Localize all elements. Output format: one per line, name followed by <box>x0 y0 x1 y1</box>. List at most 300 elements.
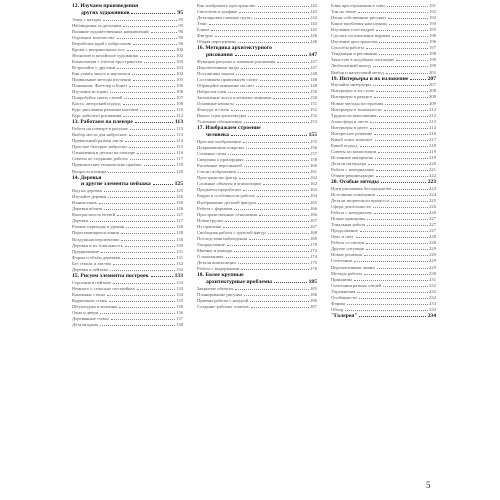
entry-title: Фигуры <box>197 33 213 39</box>
dot-leader <box>238 172 309 173</box>
entry-title: Основные нюансы <box>197 101 234 107</box>
entry-title: Форма и объём деревьев <box>72 254 120 260</box>
dot-leader <box>396 60 428 61</box>
entry-title: Сочетания <box>331 258 352 264</box>
entry-title: Новые решения <box>331 252 362 258</box>
entry-title: Перспективные линии <box>331 264 375 270</box>
entry-page-number: 115 <box>176 144 183 150</box>
entry-page-number: 167 <box>310 223 317 229</box>
dot-leader <box>123 26 177 27</box>
entry-page-number: 226 <box>429 204 436 210</box>
dot-leader <box>370 122 428 123</box>
dot-leader <box>236 104 310 105</box>
entry-title: Воздушная перспектива <box>72 236 120 242</box>
entry-page-number: 228 <box>429 240 436 246</box>
entry-page-number: 192 <box>429 9 436 15</box>
entry-title: Покрывающие покровы <box>197 145 244 151</box>
dot-leader <box>374 134 428 135</box>
section-title-line: 15. Рисуем элементы построек <box>72 272 149 279</box>
entry-page-number: 152 <box>310 113 317 119</box>
entry-title: Свободная работа с группой фигур <box>197 229 266 235</box>
entry-page-number: 176 <box>310 266 317 272</box>
entry-title: Работа со светом <box>331 240 365 246</box>
entry-title: Любопытный выход <box>331 63 371 69</box>
dot-leader <box>383 286 428 287</box>
section-heading[interactable] <box>331 179 436 186</box>
dot-leader <box>367 225 428 226</box>
entry-page-number: 165 <box>310 199 317 205</box>
toc-entry[interactable] <box>72 322 183 328</box>
entry-title: Наши собственные рисунки <box>331 15 386 21</box>
entry-title: Как изображать пространство <box>197 3 256 8</box>
entry-page-number: 168 <box>310 229 317 235</box>
entry-title: Закрытые объекты <box>197 285 234 291</box>
dot-leader <box>238 263 309 264</box>
entry-title: Деревья и их тональность <box>72 242 123 248</box>
entry-page-number: 229 <box>429 252 436 258</box>
dot-leader <box>248 116 309 117</box>
entry-title: Курс рабочего рисования <box>72 113 122 119</box>
entry-title: Другие ситуации <box>331 246 365 252</box>
dot-leader <box>100 325 175 326</box>
entry-page-number: 126 <box>176 194 183 200</box>
dot-leader <box>129 86 175 87</box>
section-page-number: 95 <box>177 9 183 16</box>
section-page-number: 185 <box>308 278 317 285</box>
section-page-number: 234 <box>427 312 436 319</box>
entry-page-number: 113 <box>176 126 183 132</box>
entry-page-number: 95 <box>178 16 183 22</box>
entry-page-number: 113 <box>176 132 183 138</box>
entry-title: Детали творческого процесса <box>331 198 389 203</box>
entry-page-number: 217 <box>429 136 436 142</box>
entry-page-number: 133 <box>176 285 183 291</box>
entry-page-number: 174 <box>310 253 317 259</box>
dot-leader <box>151 276 173 277</box>
entry-title: Зачастую в подобных ситуациях <box>331 57 395 63</box>
section-heading[interactable] <box>197 272 317 286</box>
entry-title: Новые методы построения <box>331 100 384 106</box>
dot-leader <box>223 227 309 228</box>
toc-section <box>331 313 436 320</box>
entry-page-number: 198 <box>429 51 436 57</box>
dot-leader <box>211 30 309 31</box>
entry-title: Наблюдения за деталями <box>72 22 121 28</box>
entry-page-number: 106 <box>176 89 183 95</box>
entry-title: Сведения о пропорциях <box>197 157 244 163</box>
entry-title: Упражнения <box>331 288 356 294</box>
dot-leader <box>133 80 175 81</box>
section-heading[interactable] <box>72 273 183 280</box>
entry-page-number: 133 <box>176 279 183 285</box>
section-title-line: рисования <box>206 52 233 59</box>
entry-title: Разные переходы и уровни <box>72 224 125 230</box>
entry-title: Какие проблемы нам нужны <box>331 21 387 27</box>
dot-leader <box>226 257 310 258</box>
entry-title: Приемы работы с натурой <box>197 297 249 303</box>
dot-leader <box>227 245 309 246</box>
section-title-line: других художников <box>81 9 130 16</box>
entry-title: Какой эскиз поможет <box>331 136 373 142</box>
entry-title: Влияние художественных направлений <box>72 28 149 34</box>
toc-section <box>72 273 183 328</box>
entry-title: Обзор <box>331 306 344 312</box>
entry-page-number: 186 <box>310 291 317 297</box>
dot-leader <box>378 152 428 153</box>
dot-leader <box>126 227 175 228</box>
entry-title: Продолжение <box>331 228 358 234</box>
dot-leader <box>381 182 426 183</box>
dot-leader <box>379 116 429 117</box>
entry-page-number: 127 <box>176 212 183 218</box>
entry-page-number: 147 <box>310 58 317 64</box>
entry-page-number: 234 <box>429 306 436 312</box>
entry-title: Интерьеры и их стиль <box>331 88 375 94</box>
toc-section <box>197 125 317 272</box>
entry-title: Как узнать много и научиться <box>72 71 131 77</box>
entry-title: Работа с выдержками <box>197 266 240 272</box>
dot-leader <box>125 141 175 142</box>
dot-leader <box>260 80 309 81</box>
entry-title: Изучение стоп-кадров <box>331 27 375 33</box>
section-heading[interactable] <box>72 119 183 126</box>
dot-leader <box>244 122 309 123</box>
entry-title: Тональная работа <box>331 222 366 228</box>
entry-title: Тенденции в рисовании <box>331 51 378 57</box>
entry-page-number: 170 <box>310 241 317 247</box>
entry-title: Кирпичные стены <box>72 297 108 303</box>
dot-leader <box>366 48 428 49</box>
entry-page-number: 128 <box>176 224 183 230</box>
toc-section <box>197 3 317 45</box>
entry-title: Новая группа <box>197 217 224 223</box>
entry-title: Композиции с учётом пространства <box>72 58 142 64</box>
dot-leader <box>135 122 173 123</box>
entry-title: Советы по созданию работы <box>72 156 128 162</box>
dot-leader <box>370 128 428 129</box>
entry-page-number: 96 <box>178 28 183 34</box>
entry-page-number: 214 <box>429 124 436 130</box>
toc-section <box>72 119 183 174</box>
entry-title: Стили отображения <box>197 169 236 175</box>
entry-page-number: 130 <box>176 236 183 242</box>
entry-title: Продвижение <box>72 248 99 254</box>
toc-entry[interactable] <box>197 304 317 310</box>
dot-leader <box>376 91 428 92</box>
entry-page-number: 216 <box>429 130 436 136</box>
entry-page-number: 209 <box>429 100 436 106</box>
entry-page-number: 232 <box>429 294 436 300</box>
dot-leader <box>374 97 428 98</box>
section-heading[interactable] <box>331 76 436 83</box>
entry-title: Блики <box>197 27 210 33</box>
dot-leader <box>110 270 175 271</box>
dot-leader <box>277 62 309 63</box>
section-heading[interactable] <box>197 45 317 59</box>
entry-page-number: 232 <box>429 282 436 288</box>
entry-title: Функции рисунка и значение рисования <box>197 58 276 64</box>
section-heading[interactable] <box>197 125 317 139</box>
entry-title: Трудности выполнения <box>331 112 377 118</box>
entry-page-number: 207 <box>429 82 436 88</box>
entry-title: Простые быстрые наброски <box>72 144 127 150</box>
entry-page-number: 112 <box>176 113 183 119</box>
section-page-number: 133 <box>174 272 183 279</box>
entry-title: Кадры и особенности работы <box>197 193 255 199</box>
entry-title: Каменные стены <box>72 291 105 297</box>
section-page-number: 223 <box>427 179 436 186</box>
entry-title: Кроки с неправильных поз <box>72 46 125 52</box>
entry-page-number: 166 <box>310 211 317 217</box>
entry-page-number: 135 <box>176 297 183 303</box>
entry-title: Способы работы <box>331 45 364 51</box>
entry-title: Работа с материалами <box>331 167 374 173</box>
entry-page-number: 102 <box>176 52 183 58</box>
dot-leader <box>225 221 309 222</box>
entry-title: Атмосфера в листе <box>331 118 369 124</box>
entry-page-number: 137 <box>176 315 183 321</box>
toc-column-1 <box>72 3 183 328</box>
entry-title: Строения в пейзаже <box>72 279 112 285</box>
dot-leader <box>104 209 175 210</box>
entry-title: Огромное количество <box>72 34 115 40</box>
entry-title: Фактура и стиль <box>197 107 230 113</box>
page-number: 5 <box>426 480 431 490</box>
entry-page-number: 162 <box>310 181 317 187</box>
entry-title: Упорядочение <box>197 241 225 247</box>
entry-page-number: 146 <box>310 33 317 39</box>
dot-leader <box>209 24 310 25</box>
dot-leader <box>379 42 428 43</box>
toc-section <box>72 3 183 119</box>
entry-page-number: 229 <box>429 258 436 264</box>
entry-title: Правильные методы изучения <box>72 77 131 83</box>
entry-title: Курс рисования разными кистями <box>72 107 139 113</box>
dot-leader <box>357 292 428 293</box>
entry-page-number: 143 <box>310 21 317 27</box>
toc-section <box>331 3 436 76</box>
entry-title: Из практики <box>197 223 222 229</box>
entry-page-number: 105 <box>176 77 183 83</box>
entry-title: Планирование рисунка <box>197 291 243 297</box>
dot-leader <box>358 12 428 13</box>
entry-title: Изучение пространства <box>331 39 378 45</box>
entry-page-number: 227 <box>429 216 436 222</box>
dot-leader <box>354 280 428 281</box>
dot-leader <box>234 209 309 210</box>
dot-leader <box>364 255 428 256</box>
entry-page-number: 96 <box>178 34 183 40</box>
dot-leader <box>386 73 428 74</box>
entry-title: Деревья <box>72 218 88 224</box>
dot-leader <box>99 203 175 204</box>
entry-page-number: 155 <box>310 139 317 145</box>
dot-leader <box>140 110 175 111</box>
section-title-line: человека <box>206 132 229 139</box>
dot-leader <box>375 158 428 159</box>
section-heading[interactable] <box>72 175 183 189</box>
dot-leader <box>110 92 175 93</box>
entry-page-number: 117 <box>176 156 183 162</box>
section-title-line: 17. Изображаем строение <box>197 125 261 132</box>
entry-title: Интересное решение <box>331 130 373 136</box>
entry-page-number: 167 <box>310 217 317 223</box>
entry-title: Детали интерьера <box>331 160 367 166</box>
dot-leader <box>377 195 428 196</box>
dot-leader <box>256 86 309 87</box>
dot-leader <box>360 146 429 147</box>
entry-title: Штукатурка и колонны <box>72 303 118 309</box>
entry-page-number: 218 <box>429 142 436 148</box>
entry-page-number: 192 <box>429 15 436 21</box>
dot-leader <box>123 116 175 117</box>
entry-page-number: 172 <box>310 247 317 253</box>
dot-leader <box>228 92 309 93</box>
entry-page-number: 166 <box>310 205 317 211</box>
entry-page-number: 191 <box>429 3 436 8</box>
entry-title: Создание рабочих эскизов <box>197 303 249 309</box>
dot-leader <box>354 261 428 262</box>
toc-section <box>197 45 317 125</box>
entry-page-number: 114 <box>176 138 183 144</box>
entry-page-number: 136 <box>176 309 183 315</box>
entry-page-number: 224 <box>429 191 436 197</box>
dot-leader <box>368 164 428 165</box>
entry-title: Этюд с натуры <box>72 16 101 22</box>
entry-title: О показаниях <box>197 253 224 259</box>
entry-title: Цвет и свет <box>331 234 354 240</box>
entry-page-number: 213 <box>429 118 436 124</box>
dot-leader <box>108 172 175 173</box>
entry-title: Детали композиции <box>197 259 236 265</box>
dot-leader <box>366 243 428 244</box>
entry-page-number: 132 <box>176 266 183 272</box>
dot-leader <box>130 129 176 130</box>
entry-title: Пространственные отношения <box>197 211 257 217</box>
entry-page-number: 228 <box>429 234 436 240</box>
entry-page-number: 219 <box>429 148 436 154</box>
entry-page-number: 227 <box>429 222 436 228</box>
entry-page-number: 229 <box>429 264 436 270</box>
dot-leader <box>228 154 309 155</box>
entry-title: Деревья вблизи <box>72 206 103 212</box>
section-heading[interactable] <box>331 313 436 320</box>
dot-leader <box>239 12 309 13</box>
dot-leader <box>364 274 428 275</box>
dot-leader <box>104 191 175 192</box>
dot-leader <box>144 62 175 63</box>
entry-title: Работа с формами <box>197 205 233 211</box>
dot-leader <box>345 310 428 311</box>
toc-column-2 <box>197 3 317 310</box>
entry-page-number: 150 <box>310 95 317 101</box>
dot-leader <box>113 264 175 265</box>
dot-leader <box>109 301 175 302</box>
dot-leader <box>373 66 428 67</box>
dot-leader <box>410 79 425 80</box>
entry-title: Работа с материалом <box>331 210 372 216</box>
entry-title: Тени <box>197 21 207 27</box>
section-heading[interactable] <box>72 3 183 17</box>
entry-title: Деревья в пейзаже <box>72 266 109 272</box>
section-title-line: 12. Изучаем произведения <box>72 3 139 9</box>
entry-page-number: 100 <box>176 46 183 52</box>
entry-page-number: 175 <box>310 259 317 265</box>
entry-page-number: 147 <box>310 64 317 70</box>
entry-title: Новые принципы <box>331 216 366 222</box>
dot-leader <box>153 184 173 185</box>
dot-leader <box>258 6 310 7</box>
section-title-line: архитектурные проблемы <box>206 278 273 285</box>
section-title-line: 16. Методика архитектурного <box>197 45 272 52</box>
entry-title: Выбор места для набросков <box>72 132 127 138</box>
entry-title: Блик при отражении в тени <box>331 3 385 8</box>
entry-page-number: 164 <box>310 193 317 199</box>
dot-leader <box>111 319 176 320</box>
entry-page-number: 222 <box>429 173 436 179</box>
entry-title: Немного о сельских постройках <box>72 285 135 291</box>
entry-title: Сочетания разных стилей <box>331 282 382 288</box>
entry-page-number: 169 <box>310 235 317 241</box>
entry-title: Перспективные виды <box>197 64 239 70</box>
dot-leader <box>249 239 309 240</box>
entry-page-number: 227 <box>429 228 436 234</box>
entry-page-number: 199 <box>429 57 436 63</box>
entry-title: Изучайте интерьеры <box>331 82 372 88</box>
entry-title: Вид на деревья <box>72 188 102 194</box>
entry-title: Сделать соотношение верным <box>331 33 390 39</box>
dot-leader <box>377 268 428 269</box>
entry-title: Кисть: авторский подход <box>72 101 121 107</box>
entry-page-number: 201 <box>429 69 436 75</box>
dot-leader <box>130 159 176 160</box>
dot-leader <box>235 55 307 56</box>
entry-title: Отношения и детали на пленэре <box>72 150 136 156</box>
dot-leader <box>241 269 309 270</box>
entry-title: Источники освещения <box>331 191 375 197</box>
entry-page-number: 193 <box>429 21 436 27</box>
dot-leader <box>119 307 175 308</box>
dot-leader <box>373 207 428 208</box>
entry-page-number: 230 <box>429 270 436 276</box>
section-title-line: 20. Особые методы <box>331 179 379 186</box>
entry-title: Мнение и выводы <box>197 247 233 253</box>
entry-title: Японские и китайские художники <box>72 52 139 58</box>
dot-leader <box>274 282 307 283</box>
entry-title: Понимаем, Флетчер и Бонет <box>72 83 128 89</box>
dot-leader <box>121 240 175 241</box>
section-page-number: 125 <box>174 181 183 188</box>
entry-page-number: 195 <box>429 27 436 33</box>
entry-page-number: 106 <box>176 83 183 89</box>
entry-page-number: 138 <box>176 321 183 327</box>
entry-title: Условные обозначения <box>197 119 242 125</box>
dot-leader <box>243 190 309 191</box>
dot-leader <box>100 313 175 314</box>
dot-leader <box>246 148 309 149</box>
entry-title: Формы <box>331 300 346 306</box>
dot-leader <box>239 178 309 179</box>
entry-title: Выбор и наилучший метод <box>331 69 384 75</box>
dot-leader <box>117 215 175 216</box>
entry-page-number: 226 <box>429 210 436 216</box>
entry-title: Советы по композиции <box>331 148 377 154</box>
entry-page-number: 156 <box>310 145 317 151</box>
entry-title: Без ствола и листвы <box>72 260 112 266</box>
entry-page-number: 127 <box>176 218 183 224</box>
section-title-line: 18. Более крупные <box>197 272 244 279</box>
entry-title: Попробуйте своих стилей <box>72 95 123 101</box>
